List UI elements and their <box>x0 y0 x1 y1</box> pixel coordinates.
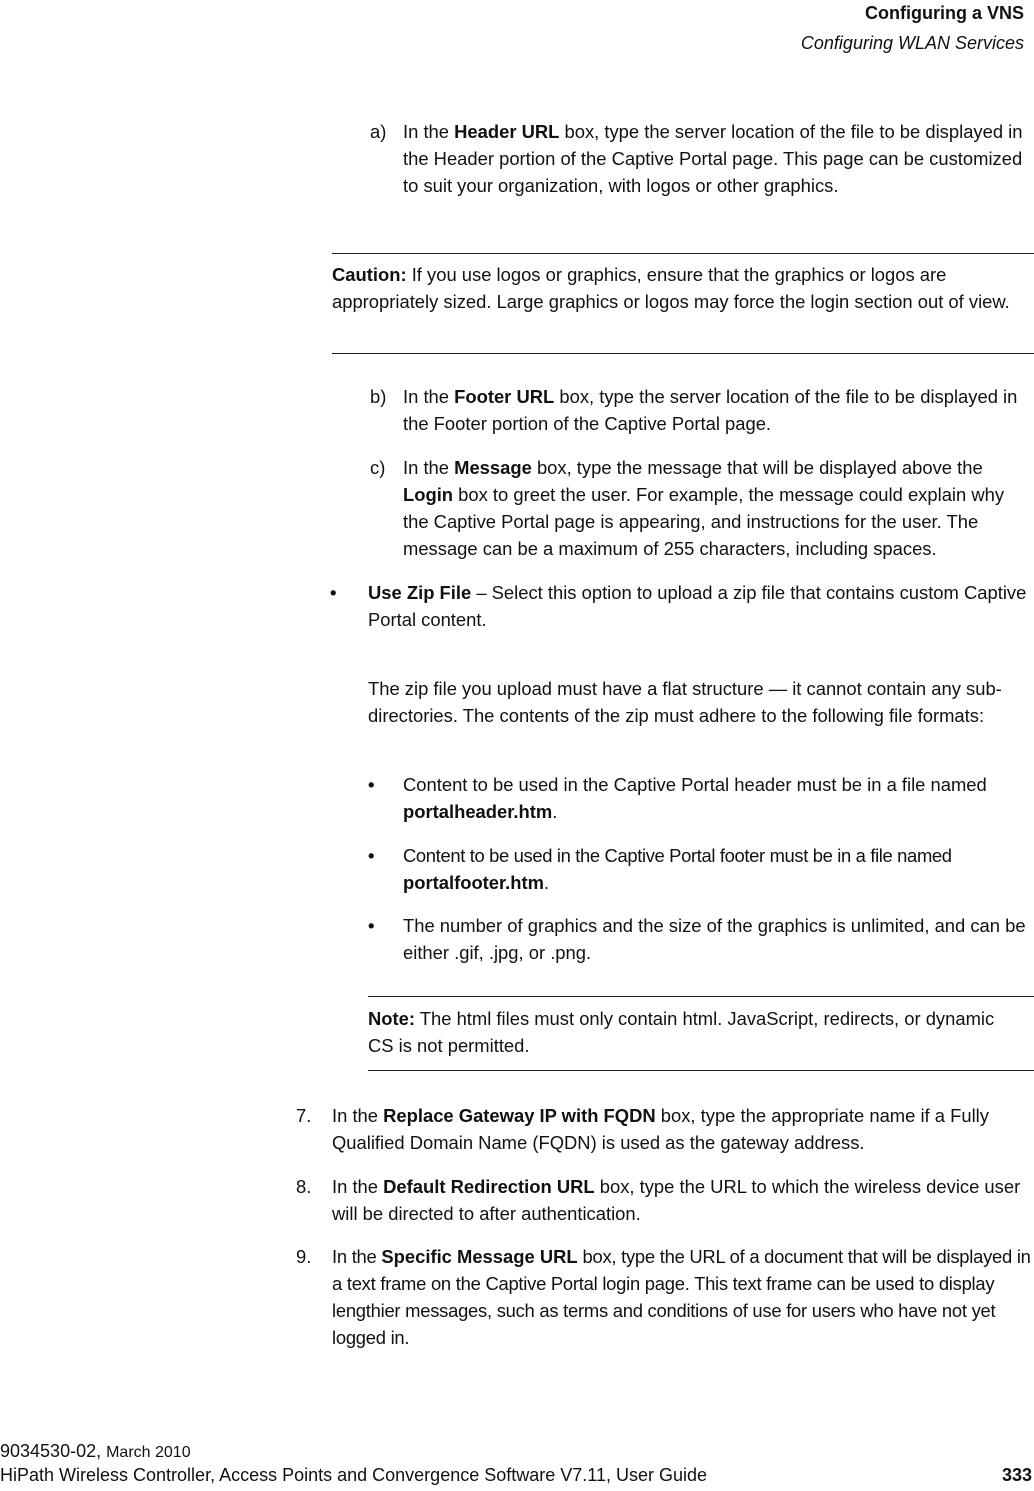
substep-a-post: box, type the server location of the file to be displayed in the Header portion of the Captive Portal page. This page can be customized to suit your organization, with logos or other graphics. <box>403 121 1023 196</box>
caution-top-rule <box>332 253 1034 254</box>
substep-c-post: box to greet the user. For example, the message could explain why the Captive Portal page is appearing, and instructions for the user. The message can be a maximum of 255 characters, including spaces. <box>403 484 1005 559</box>
step-8 <box>296 1173 1034 1229</box>
substep-b-pre: In the <box>403 386 455 407</box>
step-8-post: box, type the URL to which the wireless device user will be directed to after authentication. <box>332 1176 1021 1224</box>
substep-c <box>370 454 1034 592</box>
zip-format-item-1 <box>368 771 1034 827</box>
step-7-text <box>332 1102 1034 1156</box>
note <box>368 1005 998 1059</box>
substep-b-label: b) <box>370 386 387 407</box>
zip-format-item-2 <box>368 842 1034 898</box>
substep-b <box>370 383 1034 439</box>
zip-format-bold-1: portalheader.htm <box>403 801 553 822</box>
substep-b-post: box, type the server location of the file to be displayed in the Footer portion of the Captive Portal page. <box>403 386 1018 434</box>
note-text: The html files must only contain html. JavaScript, redirects, or dynamic CS is not permitted. <box>368 1008 995 1056</box>
zip-option-bold: Use Zip File <box>368 582 472 603</box>
zip-format-bullet-2: • <box>368 845 375 866</box>
note-top-rule <box>368 996 1034 997</box>
substep-a-pre: In the <box>403 121 455 142</box>
zip-format-pre-1: Content to be used in the Captive Portal header must be in a file named <box>403 774 987 795</box>
zip-format-post-2: . <box>544 872 549 893</box>
footer-date: March 2010 <box>106 1444 191 1461</box>
zip-format-bullet-3: • <box>368 915 375 936</box>
substep-a-text <box>403 118 1031 199</box>
zip-format-text-3 <box>403 912 1033 966</box>
step-9-text <box>332 1243 1034 1351</box>
caution-note <box>332 261 1034 315</box>
substep-c-label: c) <box>370 457 386 478</box>
step-7-number: 7. <box>296 1105 312 1126</box>
zip-format-bold-2: portalfooter.htm <box>403 872 544 893</box>
step-8-text <box>332 1173 1034 1227</box>
zip-format-text-1 <box>403 771 1033 825</box>
zip-format-item-3 <box>368 912 1034 968</box>
caution-text: If you use logos or graphics, ensure that the graphics or logos are appropriately sized. Large graphics or logos may force the login section out of view. <box>332 264 1010 312</box>
step-9-bold: Specific Message URL <box>381 1246 578 1267</box>
footer-doc-id: 9034530-02, <box>0 1441 107 1461</box>
zip-format-post-1: . <box>552 801 558 822</box>
footer-doc-info <box>0 1439 191 1465</box>
step-8-pre: In the <box>332 1176 384 1197</box>
zip-format-pre-3: The number of graphics and the size of the graphics is unlimited, and can be either .gif, .jpg, or .png. <box>403 915 1026 963</box>
page-number: 333 <box>1001 1465 1032 1485</box>
step-9 <box>296 1243 1034 1355</box>
step-7 <box>296 1102 1034 1158</box>
zip-format-bullet-1: • <box>368 774 375 795</box>
zip-option-desc: – Select this option to upload a zip file that contains custom Captive Portal content. <box>368 582 1027 630</box>
note-bottom-rule <box>368 1070 1034 1071</box>
substep-c-text <box>403 454 1031 562</box>
substep-c-mid: box, type the message that will be displayed above the <box>531 457 983 478</box>
substep-c-bold: Message <box>454 457 532 478</box>
zip-format-pre-2: Content to be used in the Captive Portal footer must be in a file named <box>403 845 952 866</box>
step-9-pre: In the <box>332 1246 382 1267</box>
substep-a-bold: Header URL <box>454 121 560 142</box>
substep-c-bold2: Login <box>403 484 454 505</box>
zip-option <box>330 579 1034 635</box>
substep-a-label: a) <box>370 121 387 142</box>
caution-bottom-rule <box>332 353 1034 354</box>
step-9-number: 9. <box>296 1246 312 1267</box>
note-label: Note: <box>368 1008 415 1029</box>
zip-paragraph: The zip file you upload must have a flat structure — it cannot contain any sub-directories. The contents of the zip must adhere to the following file formats: <box>368 678 1002 726</box>
substep-c-pre: In the <box>403 457 455 478</box>
zip-option-text <box>368 579 1034 633</box>
caution-label: Caution: <box>332 264 407 285</box>
zip-format-text-2 <box>403 842 1033 896</box>
step-8-bold: Default Redirection URL <box>383 1176 595 1197</box>
zip-bullet: • <box>330 582 337 603</box>
step-7-post: box, type the appropriate name if a Fully Qualified Domain Name (FQDN) is used as the gateway address. <box>332 1105 989 1153</box>
substep-b-text <box>403 383 1031 437</box>
footer-guide-title: HiPath Wireless Controller, Access Points and Convergence Software V7.11, User Guide <box>0 1465 708 1485</box>
step-7-pre: In the <box>332 1105 384 1126</box>
step-7-bold: Replace Gateway IP with FQDN <box>383 1105 656 1126</box>
step-8-number: 8. <box>296 1176 312 1197</box>
substep-a <box>370 118 1034 228</box>
substep-b-bold: Footer URL <box>454 386 555 407</box>
step-9-post: box, type the URL of a document that will be displayed in a text frame on the Captive Portal login page. This text frame can be used to display lengthier messages, such as terms and conditions of use for users who have not yet logged in. <box>332 1246 1031 1348</box>
running-header-chapter: Configuring a VNS <box>865 3 1024 23</box>
running-header-section: Configuring WLAN Services <box>800 33 1024 53</box>
